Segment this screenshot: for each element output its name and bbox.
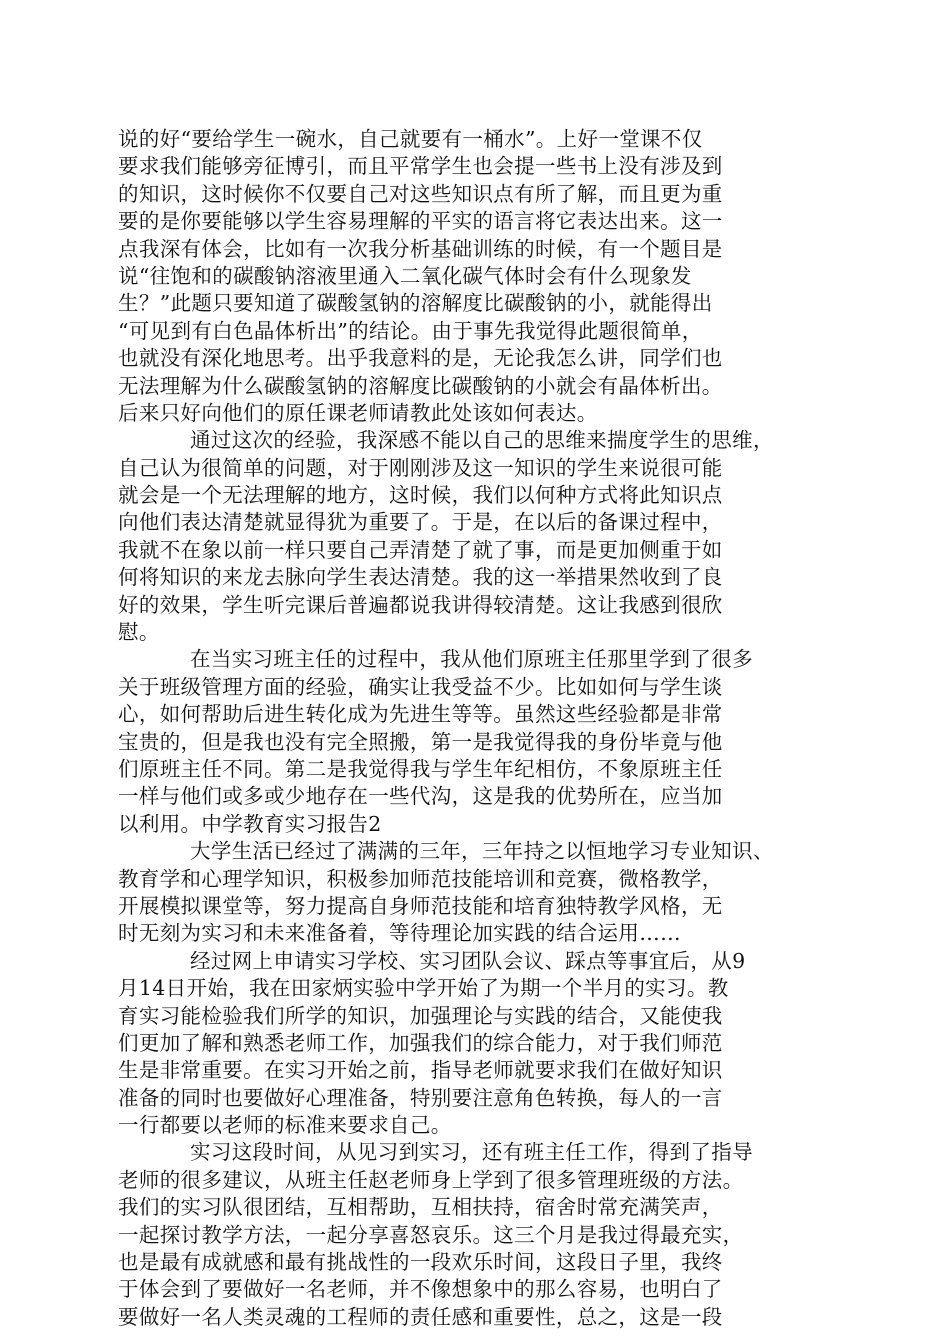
text-line: 通过这次的经验，我深感不能以自己的思维来揣度学生的思维，	[190, 428, 774, 453]
text-line: 要求我们能够旁征博引，而且平常学生也会提一些书上没有涉及到	[118, 154, 723, 179]
text-line: 就会是一个无法理解的地方，这时候，我们以何种方式将此知识点	[118, 483, 723, 508]
text-line: 教育学和心理学知识，积极参加师范技能培训和竞赛，微格教学，	[118, 866, 723, 891]
text-line: 无法理解为什么碳酸氢钠的溶解度比碳酸钠的小就会有晶体析出。	[118, 373, 723, 398]
text-line: 大学生活已经过了满满的三年，三年持之以恒地学习专业知识、	[190, 839, 774, 864]
text-line: 开展模拟课堂等，努力提高自身师范技能和培育独特教学风格，无	[118, 893, 723, 918]
text-line: 好的效果，学生听完课后普遍都说我讲得较清楚。这让我感到很欣	[118, 592, 723, 617]
text-line: 月14日开始，我在田家炳实验中学开始了为期一个半月的实习。教	[118, 976, 729, 1001]
text-line: 也是最有成就感和最有挑战性的一段欢乐时间，这段日子里，我终	[118, 1250, 723, 1275]
text-line: 的知识，这时候你不仅要自己对这些知识点有所了解，而且更为重	[118, 181, 723, 206]
text-line: 也就没有深化地思考。出乎我意料的是，无论我怎么讲，同学们也	[118, 346, 723, 371]
text-line: 宝贵的，但是我也没有完全照搬，第一是我觉得我的身份毕竟与他	[118, 729, 723, 754]
text-line: 时无刻为实习和未来准备着，等待理论加实践的结合运用……	[118, 921, 681, 946]
text-line: 们更加了解和熟悉老师工作，加强我们的综合能力，对于我们师范	[118, 1030, 723, 1055]
text-line: 准备的同时也要做好心理准备，特别要注意角色转换，每人的一言	[118, 1085, 723, 1110]
text-line: 慰。	[118, 620, 160, 645]
text-line: 老师的很多建议，从班主任赵老师身上学到了很多管理班级的方法。	[118, 1167, 744, 1192]
text-line: 于体会到了要做好一名老师，并不像想象中的那么容易，也明白了	[118, 1277, 723, 1302]
text-line: 心，如何帮助后进生转化成为先进生等等。虽然这些经验都是非常	[118, 702, 723, 727]
text-line: 关于班级管理方面的经验，确实让我受益不少。比如如何与学生谈	[118, 674, 723, 699]
text-line: 生是非常重要。在实习开始之前，指导老师就要求我们在做好知识	[118, 1058, 723, 1083]
text-line: 生？”此题只要知道了碳酸氢钠的溶解度比碳酸钠的小，就能得出	[118, 291, 713, 316]
text-line: “可见到有白色晶体析出”的结论。由于事先我觉得此题很简单，	[118, 318, 703, 343]
text-line: 点我深有体会，比如有一次我分析基础训练的时候，有一个题目是	[118, 236, 723, 261]
text-line: 实习这段时间，从见习到实习，还有班主任工作，得到了指导	[190, 1140, 753, 1165]
text-line: 后来只好向他们的原任课老师请教此处该如何表达。	[118, 400, 598, 425]
text-line: 何将知识的来龙去脉向学生表达清楚。我的这一举措果然收到了良	[118, 565, 723, 590]
text-line: 育实习能检验我们所学的知识，加强理论与实践的结合，又能使我	[118, 1003, 723, 1028]
text-line: 自己认为很简单的问题，对于刚刚涉及这一知识的学生来说很可能	[118, 455, 723, 480]
body-text	[118, 126, 830, 1331]
text-line: 要的是你要能够以学生容易理解的平实的语言将它表达出来。这一	[118, 209, 723, 234]
text-line: 经过网上申请实习学校、实习团队会议、踩点等事宜后，从9	[190, 948, 746, 973]
text-line: 我们的实习队很团结，互相帮助，互相扶持，宿舍时常充满笑声，	[118, 1195, 723, 1220]
text-line: 说“往饱和的碳酸钠溶液里通入二氧化碳气体时会有什么现象发	[118, 263, 692, 288]
text-line: 一起探讨教学方法，一起分享喜怒哀乐。这三个月是我过得最充实，	[118, 1222, 744, 1247]
text-line: 们原班主任不同。第二是我觉得我与学生年纪相仿，不象原班主任	[118, 756, 723, 781]
text-line: 一行都要以老师的标准来要求自己。	[118, 1113, 452, 1138]
text-line: 要做好一名人类灵魂的工程师的责任感和重要性，总之，这是一段	[118, 1304, 723, 1329]
text-line: 向他们表达清楚就显得犹为重要了。于是，在以后的备课过程中，	[118, 510, 723, 535]
text-line: 在当实习班主任的过程中，我从他们原班主任那里学到了很多	[190, 647, 753, 672]
text-line: 一样与他们或多或少地存在一些代沟，这是我的优势所在，应当加	[118, 784, 723, 809]
text-line: 我就不在象以前一样只要自己弄清楚了就了事，而是更加侧重于如	[118, 537, 723, 562]
text-line: 以利用。中学教育实习报告2	[118, 811, 382, 836]
text-line: 说的好“要给学生一碗水，自己就要有一桶水”。上好一堂课不仅	[118, 127, 703, 151]
